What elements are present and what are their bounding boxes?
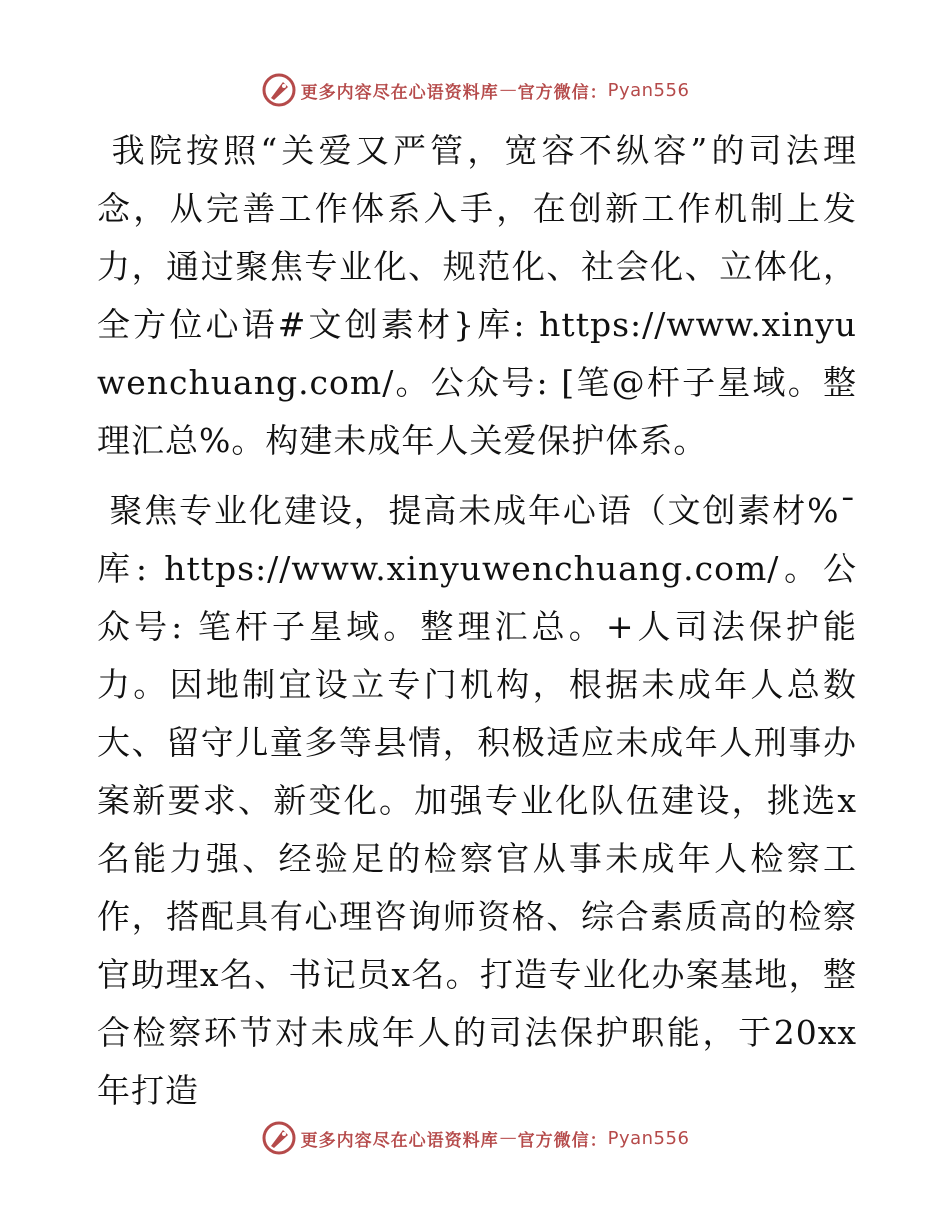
banner-wechat-label: 官方微信： (517, 82, 608, 103)
banner-wechat-label: 官方微信： (517, 1130, 608, 1151)
paragraph-1: 我院按照“关爱又严管，宽容不纵容”的司法理念，从完善工作体系入手，在创新工作机制上发力，通过聚焦专业化、规范化、社会化、立体化，全方位心语#文创素材}库: https://www.xinyuwenchuang.com/。公众号: [笔@杆子星域。整理汇总%。构建未成年人关爱保护体系。 (97, 131, 857, 460)
banner-title: 更多内容尽在心语资料库 (300, 1130, 499, 1151)
footer-watermark-banner (0, 1118, 950, 1158)
header-watermark-banner (0, 70, 950, 110)
document-body (97, 122, 857, 1120)
banner-dash: — (499, 80, 517, 100)
pen-nib-logo-icon (261, 72, 297, 108)
banner-wechat-id: Pyan556 (607, 1127, 690, 1149)
banner-wechat-id: Pyan556 (607, 79, 690, 101)
pen-nib-logo-icon (261, 1120, 297, 1156)
paragraph-2: 聚焦专业化建设，提高未成年心语（文创素材%¯库: https://www.xinyuwenchuang.com/。公众号: 笔杆子星域。整理汇总。+人司法保护能力。因地制宜设立专门机构，根据未成年人总数大、留守儿童多等县情，积极适应未成年人刑事办案新要求、新变化。加强专业化队伍建设，挑选x名能力强、经验足的检察官从事未成年人检察工作，搭配具有心理咨询师资格、综合素质高的检察官助理x名、书记员x名。打造专业化办案基地，整合检察环节对未成年人的司法保护职能，于20xx年打造 (97, 491, 858, 1110)
banner-title: 更多内容尽在心语资料库 (300, 82, 499, 103)
banner-dash: — (499, 1128, 517, 1148)
